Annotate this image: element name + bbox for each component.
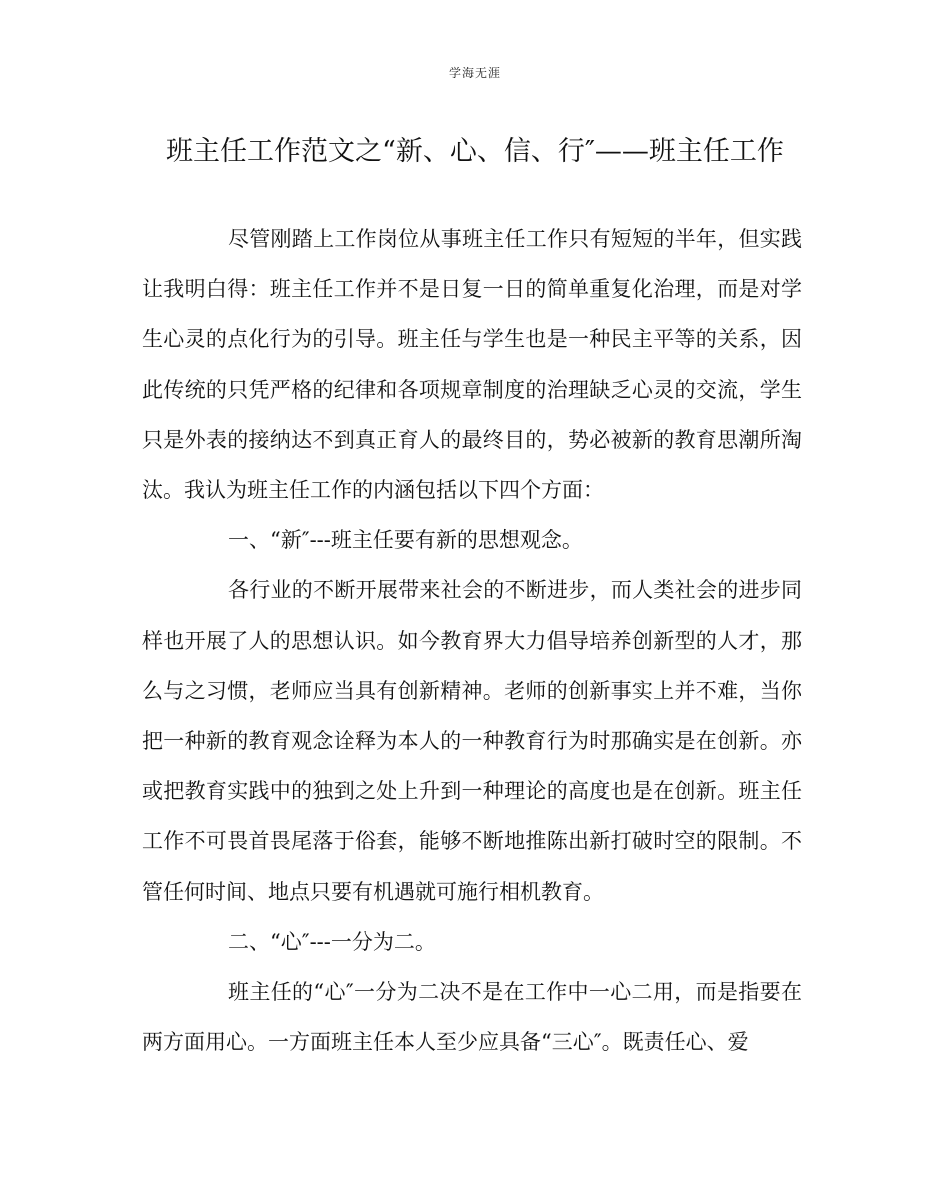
document-title: 班主任工作范文之“新、心、信、行″——班主任工作	[166, 136, 784, 167]
paragraph-intro: 尽管刚踏上工作岗位从事班主任工作只有短短的半年，但实践让我明白得：班主任工作并不是日复一日的简单重复化治理，而是对学生心灵的点化行为的引导。班主任与学生也是一种民主平等的关系，因此传统的只凭严格的纪律和各项规章制度的治理缺乏心灵的交流，学生只是外表的接纳达不到真正育人的最终目的，势必被新的教育思潮所淘汰。我认为班主任工作的内涵包括以下四个方面：	[142, 227, 802, 503]
paragraph-heart: 班主任的“心″一分为二决不是在工作中一心二用，而是指要在两方面用心。一方面班主任本人至少应具备“三心″。既责任心、爱	[142, 980, 802, 1055]
document-body	[142, 214, 802, 1067]
section-heading-heart: 二、“心″---一分为二。	[228, 929, 436, 954]
section-heading-new: 一、“新″---班主任要有新的思想观念。	[228, 528, 583, 553]
page-header: 学海无涯	[448, 66, 501, 80]
paragraph-new: 各行业的不断开展带来社会的不断进步，而人类社会的进步同样也开展了人的思想认识。如今教育界大力倡导培养创新型的人才，那么与之习惯，老师应当具有创新精神。老师的创新事实上并不难，当你把一种新的教育观念诠释为本人的一种教育行为时那确实是在创新。亦或把教育实践中的独到之处上升到一种理论的高度也是在创新。班主任工作不可畏首畏尾落于俗套，能够不断地推陈出新打破时空的限制。不管任何时间、地点只要有机遇就可施行相机教育。	[142, 578, 802, 904]
